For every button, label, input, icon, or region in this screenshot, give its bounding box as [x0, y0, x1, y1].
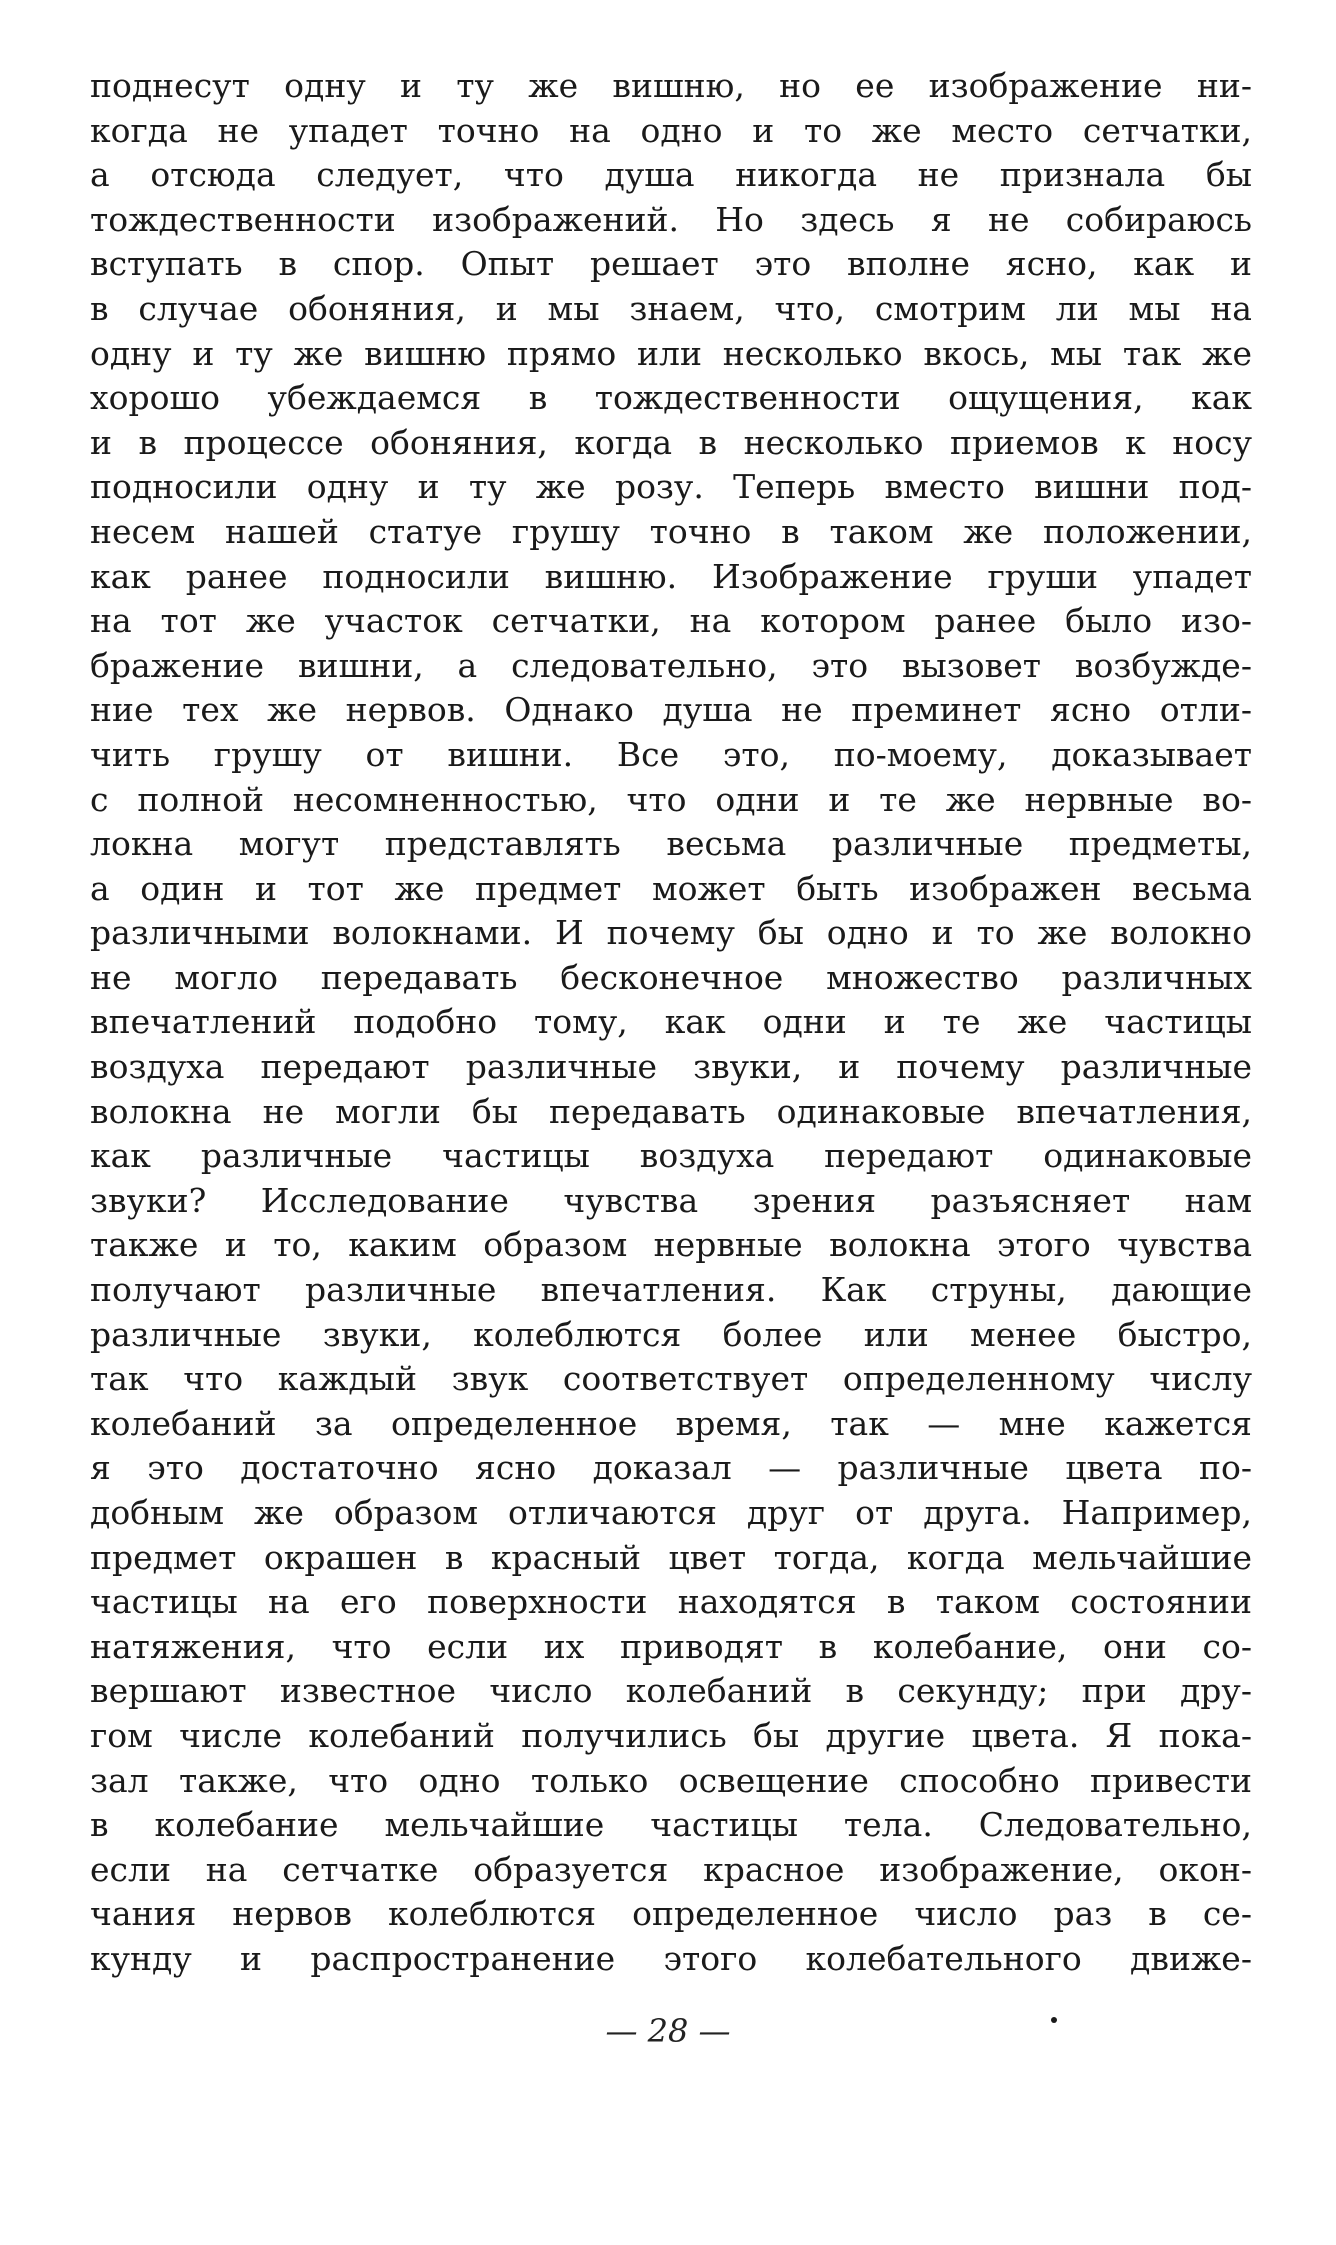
- text-line: а отсюда следует, что душа никогда не признала бы: [90, 155, 1252, 195]
- text-line: колебаний за определенное время, так — мне кажется: [90, 1403, 1252, 1443]
- text-line: бражение вишни, а следовательно, это вызовет возбужде-: [90, 645, 1252, 685]
- text-line: с полной несомненностью, что одни и те же нервные во-: [90, 779, 1252, 819]
- text-line: кунду и распространение этого колебательного движе-: [90, 1938, 1252, 1978]
- text-line: различными волокнами. И почему бы одно и то же волокно: [90, 913, 1252, 953]
- body-text: [90, 64, 1252, 1982]
- text-line: чить грушу от вишни. Все это, по-моему, доказывает: [90, 734, 1252, 774]
- text-line: на тот же участок сетчатки, на котором ранее было изо-: [90, 601, 1252, 641]
- text-line: зал также, что одно только освещение способно привести: [90, 1760, 1252, 1800]
- text-line: натяжения, что если их приводят в колебание, они со-: [90, 1626, 1252, 1666]
- ink-speck-dot: [1051, 2017, 1057, 2023]
- text-line: получают различные впечатления. Как струны, дающие: [90, 1270, 1252, 1310]
- text-line: и в процессе обоняния, когда в несколько приемов к носу: [90, 422, 1252, 462]
- text-line: несем нашей статуе грушу точно в таком же положении,: [90, 511, 1252, 551]
- text-line: впечатлений подобно тому, как одни и те же частицы: [90, 1002, 1252, 1042]
- text-line: подносили одну и ту же розу. Теперь вместо вишни под-: [90, 467, 1252, 507]
- text-line: а один и тот же предмет может быть изображен весьма: [90, 868, 1252, 908]
- text-line: не могло передавать бесконечное множество различных: [90, 957, 1252, 997]
- text-line: чания нервов колеблются определенное число раз в се-: [90, 1894, 1252, 1934]
- text-line: в колебание мельчайшие частицы тела. Следовательно,: [90, 1805, 1252, 1845]
- text-line: как ранее подносили вишню. Изображение груши упадет: [90, 556, 1252, 596]
- text-line: вступать в спор. Опыт решает это вполне ясно, как и: [90, 244, 1252, 284]
- text-line: одну и ту же вишню прямо или несколько вкось, мы так же: [90, 333, 1252, 373]
- text-line: также и то, каким образом нервные волокна этого чувства: [90, 1225, 1252, 1265]
- text-line: добным же образом отличаются друг от друга. Например,: [90, 1493, 1252, 1532]
- text-line: ние тех же нервов. Однако душа не преминет ясно отли-: [90, 690, 1252, 730]
- text-line: когда не упадет точно на одно и то же место сетчатки,: [90, 110, 1252, 150]
- text-line: вершают известное число колебаний в секунду; при дру-: [90, 1671, 1252, 1711]
- text-line: различные звуки, колеблются более или менее быстро,: [90, 1314, 1252, 1354]
- text-line: поднесут одну и ту же вишню, но ее изображение ни-: [90, 66, 1252, 105]
- text-line: частицы на его поверхности находятся в таком состоянии: [90, 1582, 1252, 1622]
- text-line: локна могут представлять весьма различные предметы,: [90, 824, 1252, 864]
- text-line: волокна не могли бы передавать одинаковые впечатления,: [90, 1091, 1252, 1131]
- text-line: воздуха передают различные звуки, и почему различные: [90, 1047, 1252, 1087]
- text-line: как различные частицы воздуха передают одинаковые: [90, 1136, 1252, 1176]
- text-line: предмет окрашен в красный цвет тогда, когда мельчайшие: [90, 1537, 1252, 1577]
- text-line: звуки? Исследование чувства зрения разъясняет нам: [90, 1180, 1252, 1220]
- text-line: так что каждый звук соответствует определенному числу: [90, 1359, 1252, 1399]
- text-line: я это достаточно ясно доказал — различные цвета по-: [90, 1448, 1252, 1488]
- text-line: хорошо убеждаемся в тождественности ощущения, как: [90, 378, 1252, 418]
- text-line: гом числе колебаний получились бы другие цвета. Я пока-: [90, 1715, 1252, 1755]
- text-line: если на сетчатке образуется красное изображение, окон-: [90, 1849, 1252, 1889]
- text-line: в случае обоняния, и мы знаем, что, смотрим ли мы на: [90, 288, 1252, 328]
- page-number: — 28 —: [605, 2012, 731, 2050]
- text-line: тождественности изображений. Но здесь я не собираюсь: [90, 199, 1252, 239]
